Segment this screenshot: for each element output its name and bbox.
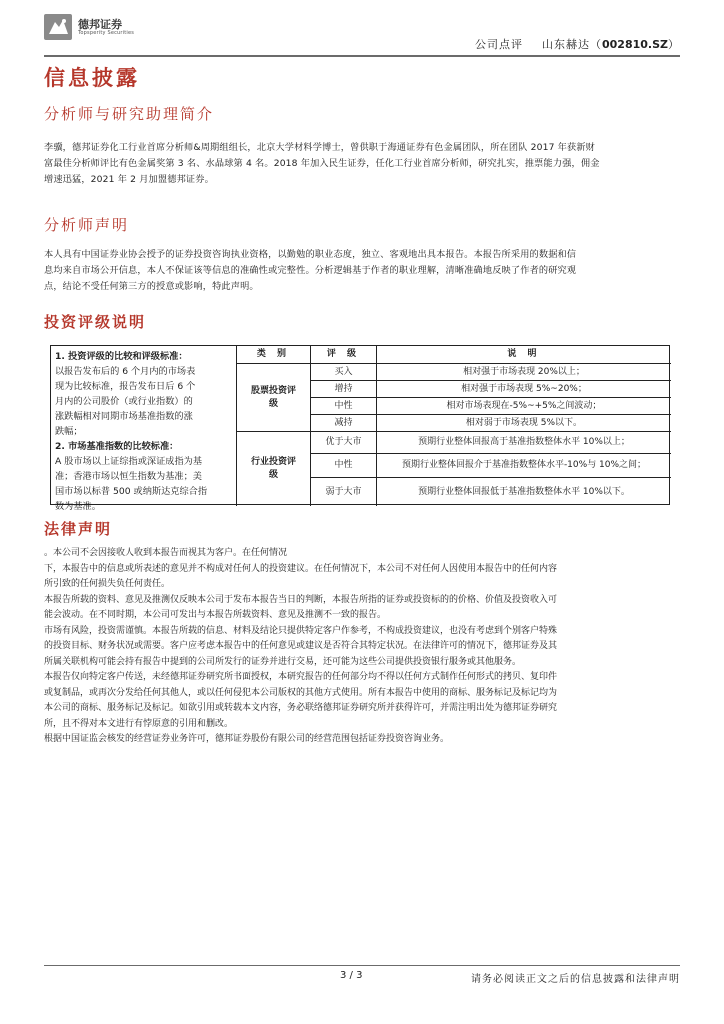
statement-section-title: 分析师声明 [44, 216, 130, 234]
benchmark-line: 数为基准。 [55, 501, 101, 512]
footer-divider [44, 965, 680, 966]
legal-line: 所，且不得对本文进行有悖原意的引用和删改。 [44, 718, 234, 729]
criteria-line: 涨跌幅相对同期市场基准指数的涨 [55, 411, 193, 422]
table-row-rating: 买入 [310, 363, 376, 380]
table-row-rating: 减持 [310, 414, 376, 431]
legal-line: 本报告所载的资料、意见及推测仅反映本公司于发布本报告当日的判断，本报告所指的证券或投资标的的价格、价值及投资收入可 [44, 594, 558, 605]
legal-text [44, 546, 680, 748]
legal-line: 根据中国证监会核发的经营证券业务许可，德邦证券股份有限公司的经营范围包括证券投资咨询业务。 [44, 734, 450, 744]
header-divider [44, 55, 680, 57]
analyst-bio [44, 140, 680, 188]
table-row-desc: 预期行业整体回报低于基准指数整体水平 10%以下。 [376, 477, 671, 506]
table-row-desc: 预期行业整体回报介于基准指数整体水平-10%与 10%之间； [376, 453, 671, 477]
analyst-statement [44, 247, 680, 295]
legal-line: 的投资目标、财务状况或需要。客户应考虑本报告中的任何意见或建议是否符合其特定状况。在法律许可的情况下，德邦证券及其 [44, 641, 558, 651]
report-info [475, 36, 680, 52]
analyst-bio-line: 增速迅猛，2021 年 2 月加盟德邦证券。 [44, 174, 214, 185]
benchmark-line: 准；香港市场以恒生指数为基准；美 [55, 471, 202, 482]
legal-section-title: 法律声明 [44, 520, 113, 538]
statement-line: 本人具有中国证券业协会授予的证券投资咨询执业资格，以勤勉的职业态度，独立、客观地出具本报告。本报告所采用的数据和信 [44, 249, 577, 260]
table-row-rating: 优于大市 [310, 431, 376, 453]
legal-line: 所属关联机构可能会持有报告中提到的公司所发行的证券并进行交易，还可能为这些公司提供投资银行服务或其他服务。 [44, 656, 522, 667]
table-header-rating: 评 级 [310, 346, 376, 363]
table-row-rating: 增持 [310, 380, 376, 397]
stock-code: 002810.SZ [602, 38, 668, 51]
code-open: （ [590, 38, 602, 51]
code-close: ） [668, 38, 680, 51]
legal-line: 能会波动。在不同时期，本公司可发出与本报告所载资料、意见及推测不一致的报告。 [44, 610, 387, 620]
statement-line: 息均来自市场公开信息，本人不保证该等信息的准确性或完整性。分析逻辑基于作者的职业理解，清晰准确地反映了作者的研究观 [44, 265, 577, 276]
brand-name: 德邦证券 [78, 18, 122, 31]
stock-rating-category: 股票投资评级 [236, 363, 310, 431]
table-row-desc: 相对强于市场表现 20%以上； [376, 363, 671, 380]
table-row-rating: 弱于大市 [310, 477, 376, 506]
benchmark-line: 国市场以标普 500 或纳斯达克综合指 [55, 486, 208, 497]
analyst-bio-line: 富最佳分析师评比有色金属奖第 3 名、水晶球第 4 名。2018 年加入民生证券，任化工行业首席分析师，研究扎实，推票能力强，佣金 [44, 158, 600, 169]
analyst-section-title: 分析师与研究助理简介 [44, 105, 215, 123]
table-row-desc: 相对弱于市场表现 5%以下。 [376, 414, 671, 431]
criteria-line: 现为比较标准，报告发布日后 6 个 [55, 381, 196, 392]
table-row-rating: 中性 [310, 397, 376, 414]
criteria-heading: 1. 投资评级的比较和评级标准： [55, 351, 188, 362]
table-header-category: 类 别 [236, 346, 310, 363]
legal-line: 所引致的任何损失负任何责任。 [44, 579, 171, 589]
benchmark-heading: 2. 市场基准指数的比较标准： [55, 441, 179, 452]
criteria-line: 以报告发布后的 6 个月内的市场表 [55, 366, 196, 377]
legal-line: 本公司的商标、服务标记及标记。如欲引用或转载本文内容，务必联络德邦证券研究所并获得许可，并需注明出处为德邦证券研究 [44, 703, 558, 713]
table-row-desc: 相对市场表现在-5%~+5%之间波动； [376, 397, 671, 414]
doc-type: 公司点评 [475, 38, 523, 51]
company-name: 山东赫达 [542, 38, 590, 51]
rating-criteria [51, 346, 236, 512]
page-header [44, 10, 680, 54]
table-row-rating: 中性 [310, 453, 376, 477]
rating-box [50, 345, 670, 512]
criteria-line: 跌幅； [55, 426, 83, 437]
statement-line: 点，结论不受任何第三方的授意或影响，特此声明。 [44, 281, 259, 292]
legal-line: 或复制品，或再次分发给任何其他人，或以任何侵犯本公司版权的其他方式使用。所有本报告中使用的商标、服务标记及标记均为 [44, 687, 558, 698]
legal-line: 市场有风险，投资需谨慎。本报告所载的信息、材料及结论只提供特定客户作参考，不构成投资建议，也没有考虑到个别客户特殊 [44, 625, 558, 636]
rating-section-title: 投资评级说明 [44, 313, 147, 331]
footer-disclaimer: 请务必阅读正文之后的信息披露和法律声明 [471, 974, 680, 985]
table-row-desc: 预期行业整体回报高于基准指数整体水平 10%以上； [376, 431, 671, 453]
legal-line: 。本公司不会因接收人收到本报告而视其为客户。在任何情况 [44, 548, 288, 558]
criteria-line: 月内的公司股价（或行业指数）的 [55, 396, 193, 407]
brand-english-name: Topsperity Securities [78, 30, 135, 36]
industry-rating-category: 行业投资评级 [236, 431, 310, 506]
page-title: 信息披露 [44, 65, 140, 90]
benchmark-line: A 股市场以上证综指或深证成指为基 [55, 456, 203, 467]
rating-table [236, 346, 671, 504]
table-row-desc: 相对强于市场表现 5%~20%； [376, 380, 671, 397]
table-header-description: 说 明 [376, 346, 671, 363]
legal-line: 本报告仅向特定客户传送，未经德邦证券研究所书面授权，本研究报告的任何部分均不得以任何方式制作任何形式的拷贝、复印件 [44, 672, 558, 682]
analyst-bio-line: 李骥，德邦证券化工行业首席分析师&周期组组长，北京大学材料学博士，曾供职于海通证券有色金属团队，所在团队 2017 年获新财 [44, 142, 595, 153]
legal-line: 下，本报告中的信息或所表述的意见并不构成对任何人的投资建议。在任何情况下，本公司不对任何人因使用本报告中的任何内容 [44, 563, 558, 574]
company-logo-icon [44, 14, 72, 40]
page-number: 3 / 3 [340, 970, 363, 981]
